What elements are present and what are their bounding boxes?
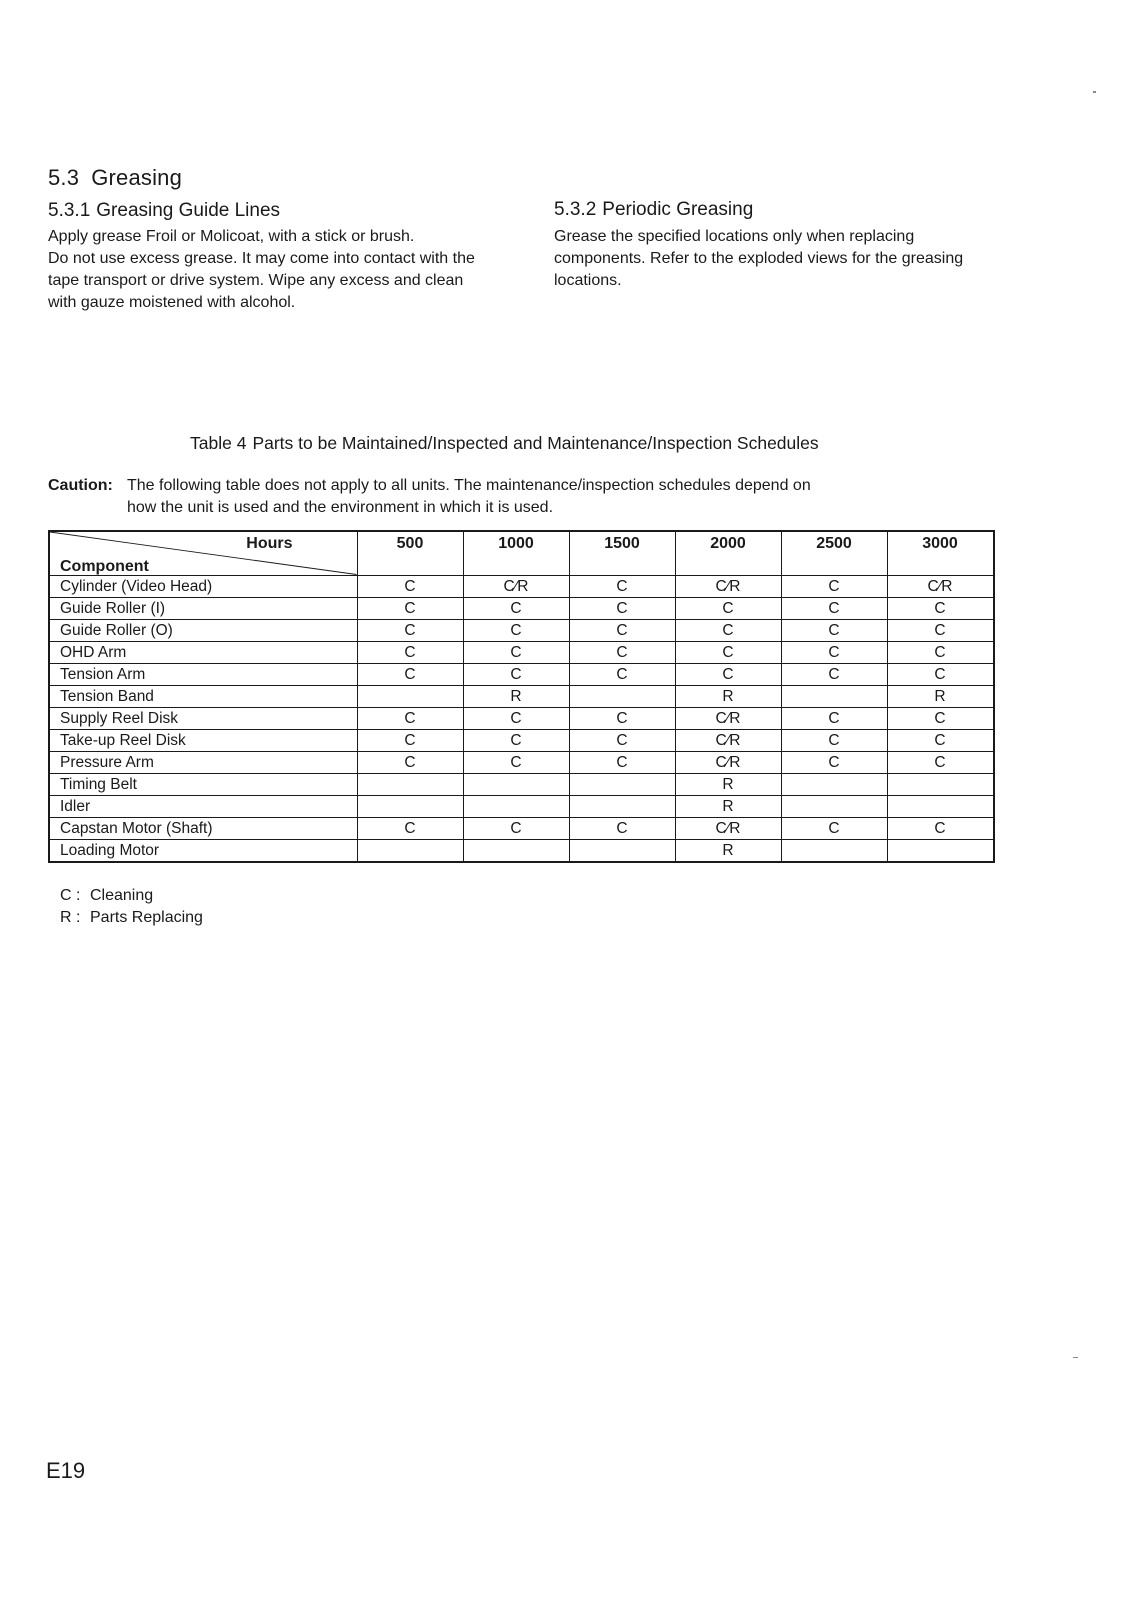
schedule-cell: C (675, 663, 781, 685)
table-row (49, 597, 994, 619)
schedule-cell (781, 685, 887, 707)
legend (60, 885, 203, 929)
subsection-2-number: 5.3.2 (554, 199, 597, 220)
component-name: Guide Roller (O) (49, 619, 357, 641)
body-line: Do not use excess grease. It may come into contact with the (48, 250, 475, 267)
caution-label: Caution: (48, 477, 113, 494)
table-row (49, 641, 994, 663)
scan-speck (1093, 91, 1096, 93)
schedule-cell: C (781, 817, 887, 839)
schedule-cell: C (569, 619, 675, 641)
hours-column-header: 1500 (569, 531, 675, 575)
schedule-cell: C (781, 729, 887, 751)
schedule-cell: C (357, 663, 463, 685)
schedule-cell: C∕R (675, 575, 781, 597)
schedule-cell: R (675, 839, 781, 862)
schedule-cell: C (887, 663, 994, 685)
legend-meaning: Cleaning (90, 887, 154, 904)
page-number: E19 (46, 1458, 86, 1483)
schedule-cell: C (357, 641, 463, 663)
table-body (49, 575, 994, 862)
schedule-cell: C (463, 619, 569, 641)
schedule-cell: C∕R (675, 817, 781, 839)
section-number: 5.3 (48, 165, 80, 190)
schedule-cell: R (887, 685, 994, 707)
component-name: Take-up Reel Disk (49, 729, 357, 751)
schedule-cell (463, 795, 569, 817)
hours-axis-label: Hours (246, 535, 293, 552)
subsection-1-number: 5.3.1 (48, 200, 91, 221)
table-row (49, 795, 994, 817)
schedule-cell: C (781, 575, 887, 597)
subsection-2-heading (554, 199, 753, 221)
schedule-cell: C (781, 619, 887, 641)
body-line: locations. (554, 272, 622, 289)
schedule-cell: C (569, 575, 675, 597)
body-line: tape transport or drive system. Wipe any excess and clean (48, 272, 464, 289)
schedule-cell: C (463, 729, 569, 751)
schedule-cell: C (569, 751, 675, 773)
schedule-cell: C (781, 597, 887, 619)
table-row (49, 685, 994, 707)
subsection-1-heading (48, 200, 280, 222)
schedule-cell: R (675, 795, 781, 817)
schedule-cell (463, 839, 569, 862)
schedule-cell: C (463, 707, 569, 729)
schedule-cell (887, 839, 994, 862)
body-line: Apply grease Froil or Molicoat, with a stick or brush. (48, 228, 415, 245)
schedule-cell: C (887, 817, 994, 839)
schedule-cell: C (569, 729, 675, 751)
schedule-cell: C (887, 707, 994, 729)
schedule-cell: C (357, 619, 463, 641)
hours-column-header: 1000 (463, 531, 569, 575)
schedule-cell: C (781, 663, 887, 685)
schedule-cell: C (569, 597, 675, 619)
schedule-cell (781, 839, 887, 862)
schedule-cell: R (463, 685, 569, 707)
component-name: Capstan Motor (Shaft) (49, 817, 357, 839)
schedule-cell: C (463, 817, 569, 839)
table-caption (190, 433, 819, 454)
schedule-cell: C (569, 641, 675, 663)
schedule-cell: C (463, 663, 569, 685)
schedule-cell: C (887, 597, 994, 619)
schedule-cell: C∕R (887, 575, 994, 597)
section-title: Greasing (91, 165, 183, 190)
table-row (49, 575, 994, 597)
legend-meaning: Parts Replacing (90, 909, 203, 926)
schedule-cell: C∕R (675, 729, 781, 751)
table-row (49, 729, 994, 751)
subsection-1-body (48, 226, 528, 314)
body-line: with gauze moistened with alcohol. (48, 294, 296, 311)
schedule-cell: C (781, 751, 887, 773)
schedule-cell: C (569, 817, 675, 839)
component-name: Tension Arm (49, 663, 357, 685)
component-name: Pressure Arm (49, 751, 357, 773)
schedule-cell: C (887, 619, 994, 641)
schedule-cell (569, 685, 675, 707)
schedule-cell: C∕R (675, 751, 781, 773)
table-caption-text: Parts to be Maintained/Inspected and Maintenance/Inspection Schedules (252, 433, 819, 453)
schedule-cell: C (357, 751, 463, 773)
schedule-cell (569, 839, 675, 862)
schedule-cell: C (463, 597, 569, 619)
legend-code: R (60, 909, 72, 926)
legend-separator: : (76, 887, 81, 904)
schedule-cell: C (781, 707, 887, 729)
schedule-cell: C (675, 641, 781, 663)
schedule-cell: C (357, 575, 463, 597)
body-line: Grease the specified locations only when replacing (554, 228, 915, 245)
scan-speck (1073, 1357, 1078, 1358)
schedule-cell: C (569, 707, 675, 729)
schedule-cell: C (357, 729, 463, 751)
schedule-cell (463, 773, 569, 795)
schedule-cell (357, 795, 463, 817)
legend-code: C (60, 887, 72, 904)
caution-line: The following table does not apply to all units. The maintenance/inspection schedules depend on (127, 477, 811, 494)
schedule-cell (781, 773, 887, 795)
schedule-cell: C (675, 597, 781, 619)
schedule-cell: R (675, 773, 781, 795)
component-axis-label: Component (60, 557, 149, 575)
schedule-cell: C (357, 707, 463, 729)
legend-separator: : (76, 909, 81, 926)
legend-item-replacing (60, 907, 203, 929)
body-line: components. Refer to the exploded views for the greasing (554, 250, 964, 267)
table-row (49, 839, 994, 862)
table-row (49, 619, 994, 641)
hours-column-header: 500 (357, 531, 463, 575)
component-name: Tension Band (49, 685, 357, 707)
schedule-cell (357, 773, 463, 795)
schedule-cell: C (887, 729, 994, 751)
hours-column-header: 3000 (887, 531, 994, 575)
schedule-cell: C (887, 641, 994, 663)
schedule-cell (569, 773, 675, 795)
subsection-2-body (554, 226, 1014, 292)
component-name: Timing Belt (49, 773, 357, 795)
table-header-row (49, 531, 994, 575)
table-row (49, 663, 994, 685)
hours-column-header: 2000 (675, 531, 781, 575)
schedule-cell: C (781, 641, 887, 663)
subsection-1-title: Greasing Guide Lines (96, 200, 281, 221)
schedule-cell: C (887, 751, 994, 773)
component-name: Idler (49, 795, 357, 817)
schedule-cell: R (675, 685, 781, 707)
subsection-2-title: Periodic Greasing (602, 199, 754, 220)
schedule-cell (887, 773, 994, 795)
component-name: OHD Arm (49, 641, 357, 663)
schedule-cell: C∕R (675, 707, 781, 729)
schedule-cell: C∕R (463, 575, 569, 597)
table-row (49, 817, 994, 839)
component-name: Supply Reel Disk (49, 707, 357, 729)
component-name: Loading Motor (49, 839, 357, 862)
caution-text (127, 475, 867, 519)
legend-item-cleaning (60, 885, 203, 907)
schedule-cell: C (357, 817, 463, 839)
table-row (49, 751, 994, 773)
table-row (49, 707, 994, 729)
section-heading (48, 165, 182, 191)
maintenance-schedule-table (48, 530, 995, 863)
hours-column-header: 2500 (781, 531, 887, 575)
schedule-cell (887, 795, 994, 817)
schedule-cell: C (569, 663, 675, 685)
schedule-cell (357, 685, 463, 707)
schedule-cell: C (357, 597, 463, 619)
schedule-cell (569, 795, 675, 817)
component-name: Guide Roller (I) (49, 597, 357, 619)
component-name: Cylinder (Video Head) (49, 575, 357, 597)
table-row (49, 773, 994, 795)
schedule-cell (357, 839, 463, 862)
table-caption-number: Table 4 (190, 433, 247, 453)
caution-line: how the unit is used and the environment in which it is used. (127, 499, 554, 516)
schedule-cell: C (463, 641, 569, 663)
table-corner-header (49, 531, 357, 575)
schedule-cell (781, 795, 887, 817)
schedule-cell: C (463, 751, 569, 773)
schedule-cell: C (675, 619, 781, 641)
